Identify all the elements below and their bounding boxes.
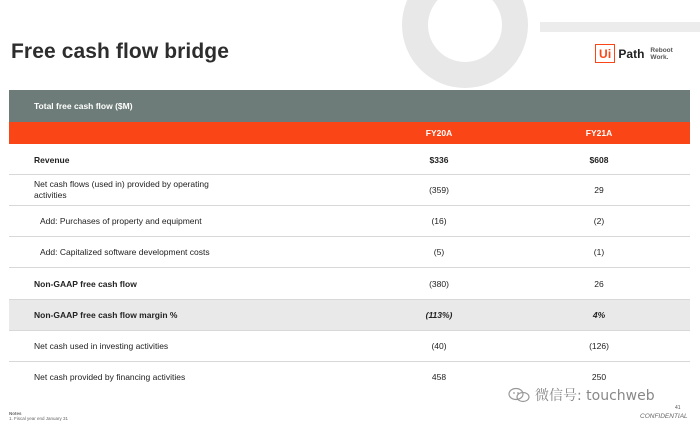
row-value-fy20: (113%) — [425, 310, 453, 320]
row-value-fy20: (5) — [433, 247, 445, 257]
watermark-text: 微信号: touchweb — [535, 388, 655, 404]
background-decor-bar — [540, 22, 700, 32]
row-value-fy20: (359) — [429, 185, 449, 195]
table-column-header — [9, 122, 690, 144]
wechat-watermark — [508, 385, 655, 405]
row-value-fy21: (2) — [593, 216, 605, 226]
row-label-line-1: Net cash flows (used in) provided by operating — [34, 179, 209, 189]
background-decor-arc — [402, 0, 528, 88]
row-label: Revenue — [34, 155, 70, 165]
logo-wordmark: Path — [618, 46, 645, 61]
section-title: Total free cash flow ($M) — [34, 101, 133, 111]
free-cash-flow-table — [9, 90, 690, 393]
uipath-logo — [595, 44, 673, 63]
logo-mark — [595, 44, 615, 63]
row-label: Non-GAAP free cash flow — [34, 279, 137, 289]
row-value-fy20: $336 — [429, 155, 449, 165]
table-row-revenue — [9, 144, 690, 175]
table-row-operating-cash-flow — [9, 175, 690, 206]
table-row-capitalized-software — [9, 237, 690, 268]
logo-tagline-line-1: Reboot — [650, 46, 673, 54]
wechat-icon — [508, 387, 530, 403]
row-value-fy20: 458 — [431, 372, 447, 382]
table-section-header — [9, 90, 690, 122]
notes-line-1: 1. Fiscal year end January 31 — [9, 416, 69, 421]
row-value-fy21: (1) — [593, 247, 605, 257]
column-header-fy20: FY20A — [425, 128, 453, 138]
confidential-label: CONFIDENTIAL — [640, 413, 688, 420]
row-label: Add: Purchases of property and equipment — [40, 216, 202, 226]
table-row-investing-activities — [9, 331, 690, 362]
row-value-fy21: $608 — [589, 155, 609, 165]
row-value-fy21: 4% — [592, 310, 606, 320]
page-number: 41 — [675, 405, 681, 411]
row-label — [34, 179, 209, 201]
logo-tagline-line-2: Work. — [650, 53, 669, 61]
row-value-fy20: (16) — [431, 216, 447, 226]
slide-title: Free cash flow bridge — [11, 40, 229, 63]
table-row-non-gaap-fcf-margin — [9, 300, 690, 331]
logo-tagline — [650, 47, 672, 61]
row-value-fy21: 26 — [594, 279, 604, 289]
table-row-non-gaap-fcf — [9, 268, 690, 300]
column-header-fy21: FY21A — [585, 128, 613, 138]
footnotes — [9, 411, 68, 421]
row-label-line-2: activities — [34, 190, 67, 200]
row-label: Net cash provided by financing activities — [34, 372, 186, 382]
logo-mark-text: Ui — [599, 46, 612, 61]
row-value-fy21: 29 — [594, 185, 604, 195]
notes-heading: Notes — [9, 411, 22, 416]
row-value-fy21: 250 — [591, 372, 607, 382]
row-value-fy20: (380) — [429, 279, 449, 289]
row-label: Non-GAAP free cash flow margin % — [34, 310, 178, 320]
row-value-fy21: (126) — [589, 341, 609, 351]
row-label: Net cash used in investing activities — [34, 341, 169, 351]
row-label: Add: Capitalized software development costs — [40, 247, 210, 257]
table-row-purchases-property — [9, 206, 690, 237]
row-value-fy20: (40) — [431, 341, 447, 351]
